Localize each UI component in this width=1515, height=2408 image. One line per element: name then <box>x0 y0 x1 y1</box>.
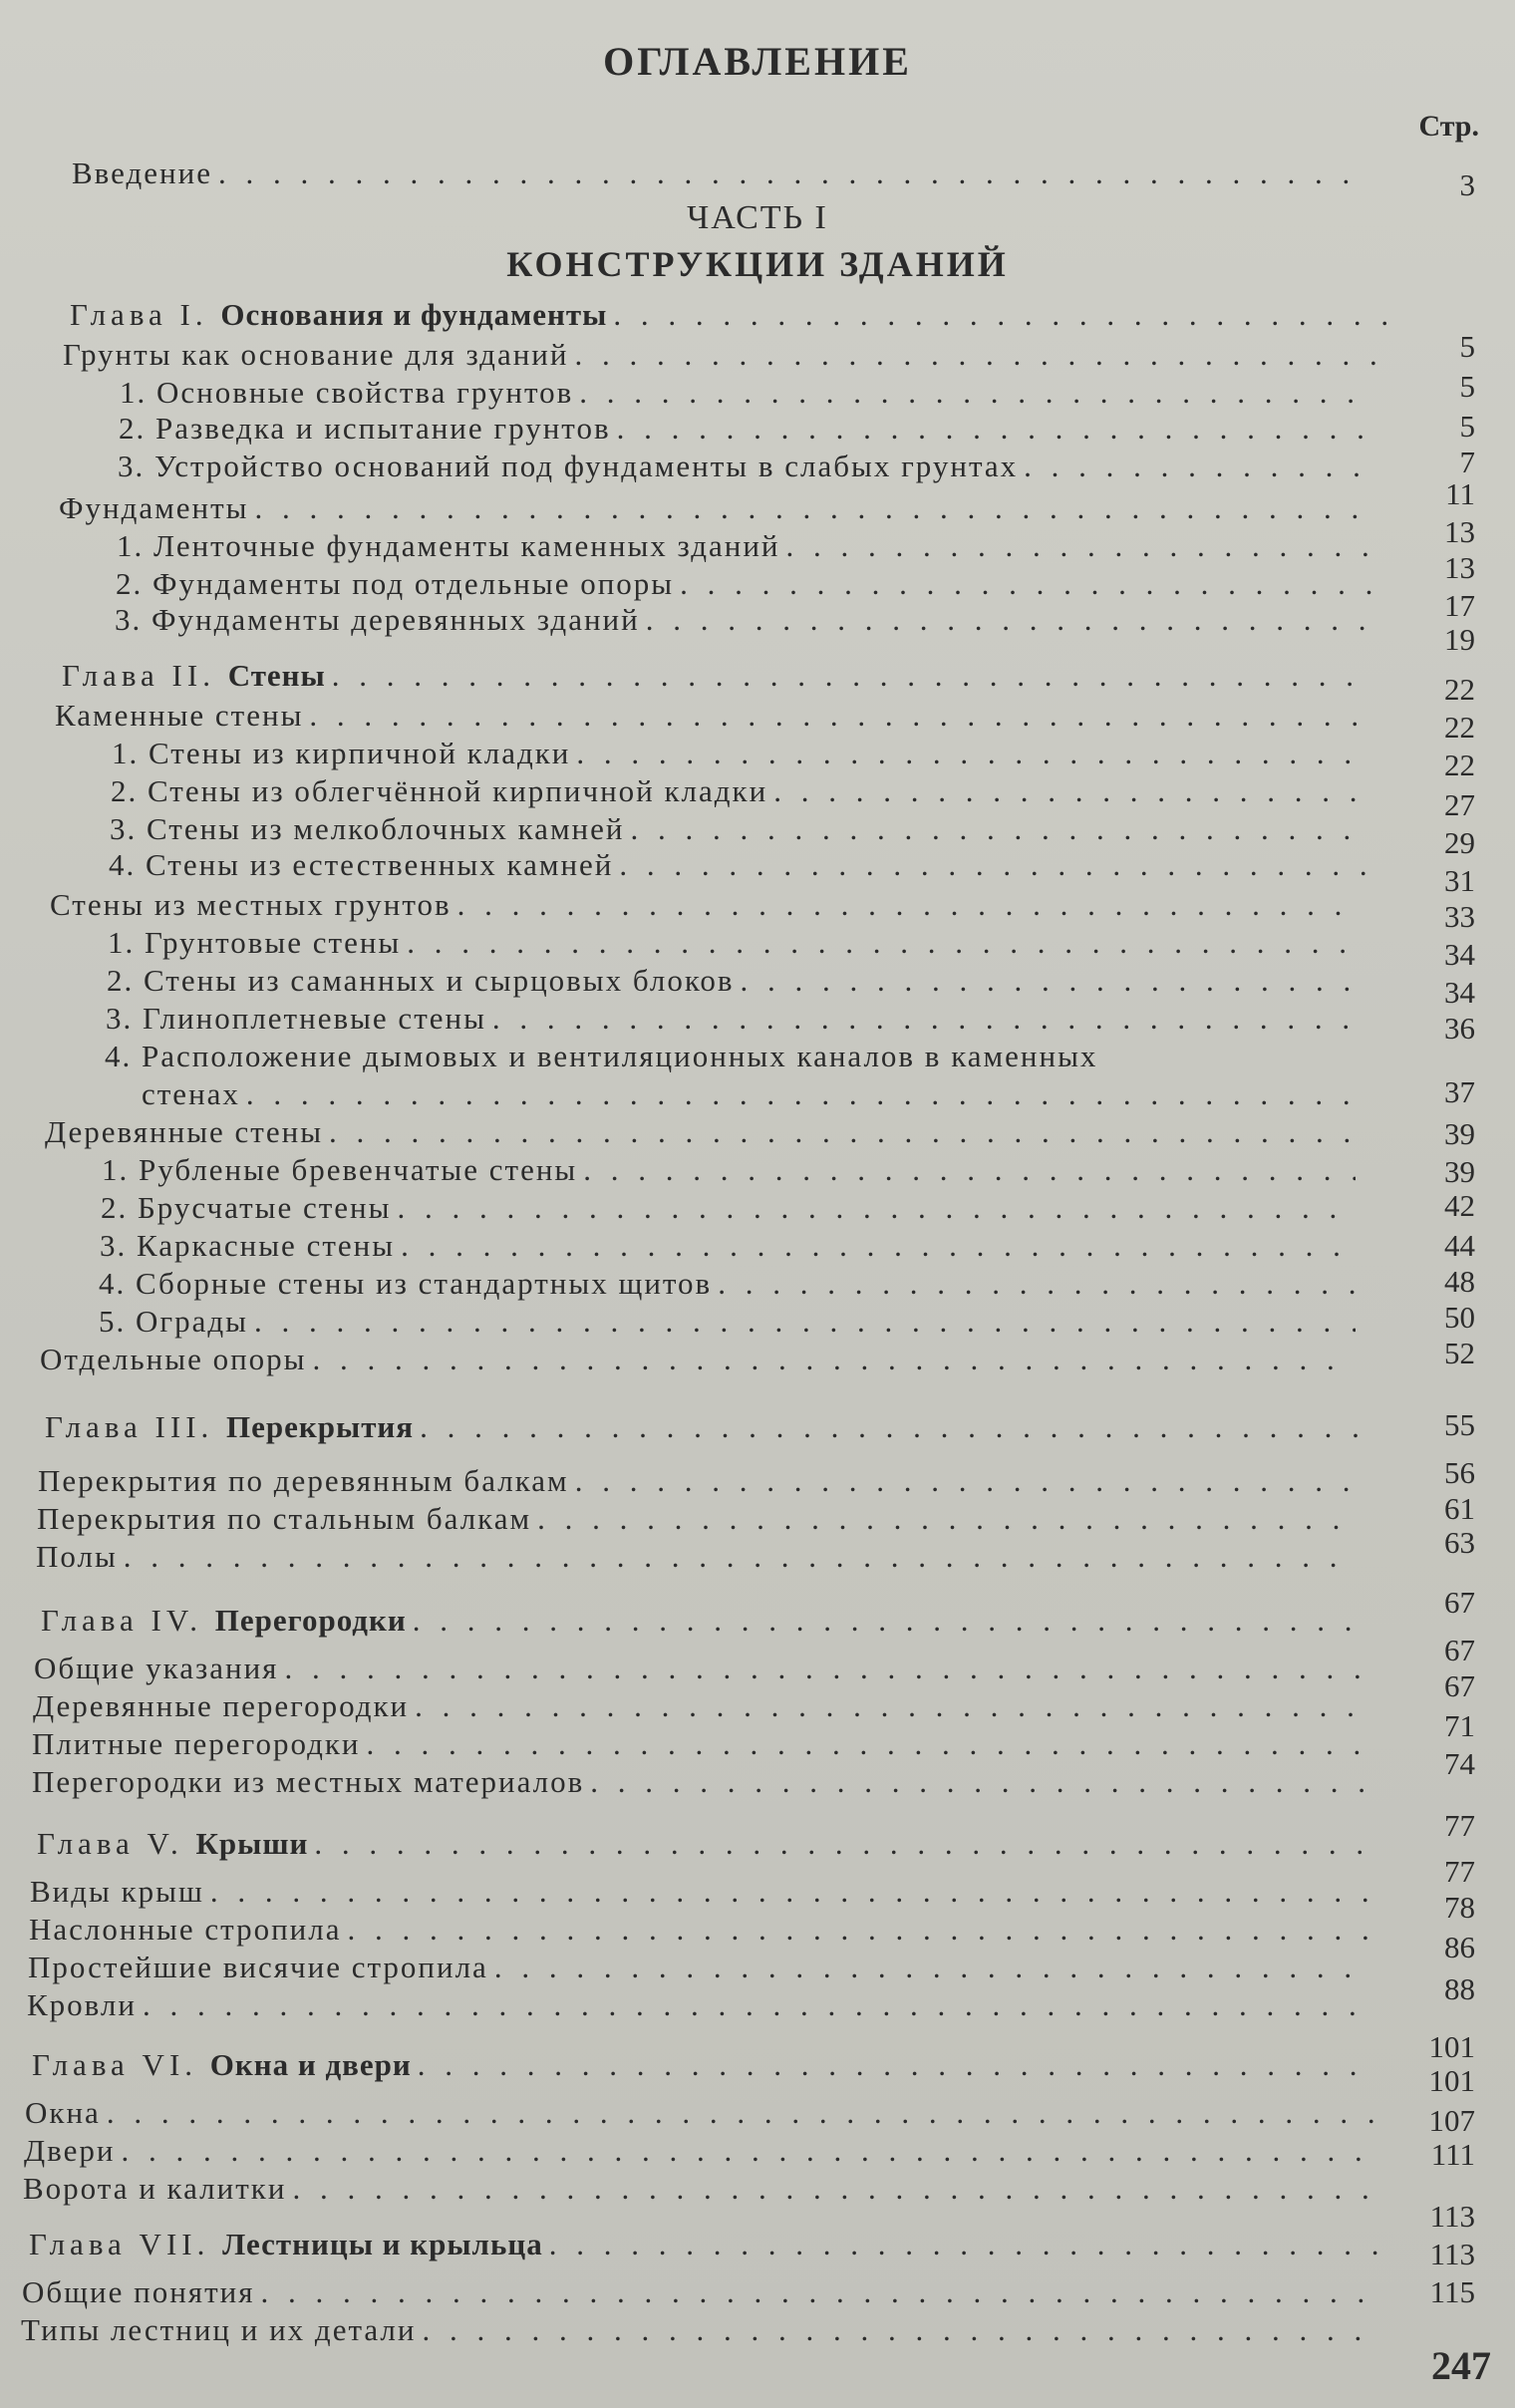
toc-page-number: 39 <box>1444 1116 1475 1151</box>
toc-leader-dots <box>631 813 1366 844</box>
toc-chapter-row <box>45 1411 1367 1442</box>
toc-item-label: 1. Стены из кирпичной кладки <box>112 736 571 770</box>
toc-section-label: Фундаменты <box>59 490 249 525</box>
toc-section-row <box>32 1766 1371 1797</box>
toc-item-label: 5. Ограды <box>99 1304 248 1339</box>
toc-leader-dots <box>680 568 1371 599</box>
toc-item-row <box>118 451 1381 481</box>
toc-page-number: 115 <box>1429 2274 1475 2309</box>
toc-leader-dots <box>107 2097 1375 2128</box>
toc-section-label: Кровли <box>27 1987 137 2022</box>
toc-item-row <box>100 1230 1362 1261</box>
toc-section-row <box>55 700 1371 731</box>
toc-leader-dots <box>143 1989 1369 2020</box>
chapter-title: Крыши <box>195 1826 309 1861</box>
toc-section-row <box>37 1503 1362 1534</box>
toc-section-label: Плитные перегородки <box>32 1726 361 1761</box>
toc-page-number: 67 <box>1444 1585 1475 1620</box>
toc-leader-dots <box>590 1766 1365 1797</box>
toc-leader-dots <box>218 157 1362 188</box>
toc-leader-dots <box>254 1306 1356 1337</box>
toc-leader-dots <box>494 1952 1369 1982</box>
toc-item-label: 4. Расположение дымовых и вентиляционных каналов в каменных <box>105 1039 1098 1073</box>
toc-page-number: 101 <box>1428 2063 1475 2098</box>
toc-page-number: 31 <box>1444 863 1475 898</box>
toc-intro-row <box>72 157 1367 188</box>
toc-leader-dots <box>121 2135 1375 2166</box>
page-column-label: Стр. <box>1418 110 1479 143</box>
toc-leader-dots <box>397 1192 1356 1223</box>
toc-leader-dots <box>313 1344 1356 1374</box>
toc-section-label: Полы <box>36 1539 118 1574</box>
toc-section-row <box>38 1465 1362 1496</box>
toc-leader-dots <box>407 927 1362 958</box>
toc-item-label: 1. Основные свойства грунтов <box>120 375 574 410</box>
toc-leader-dots <box>740 965 1362 996</box>
toc-item-cont-row <box>142 1078 1367 1109</box>
toc-chapter-row <box>37 1828 1375 1859</box>
chapter-prefix: Глава VII. <box>29 2227 223 2261</box>
toc-leader-dots <box>314 1828 1369 1859</box>
toc-page-number: 56 <box>1444 1455 1475 1490</box>
toc-leader-dots <box>309 700 1365 731</box>
toc-section-label: Отдельные опоры <box>40 1342 307 1376</box>
toc-page-number: 36 <box>1444 1011 1475 1046</box>
chapter-prefix: Глава II. <box>62 658 228 693</box>
chapter-prefix: Глава VI. <box>32 2047 210 2082</box>
toc-page-number: 22 <box>1444 672 1475 707</box>
toc-leader-dots <box>348 1914 1370 1945</box>
toc-leader-dots <box>613 299 1389 330</box>
toc-leader-dots <box>332 660 1365 691</box>
toc-page-number: 5 <box>1459 409 1475 444</box>
toc-item-row <box>110 813 1371 844</box>
toc-item-label: 3. Каркасные стены <box>100 1228 396 1263</box>
toc-item-label: 1. Грунтовые стены <box>108 925 402 960</box>
toc-page-number: 67 <box>1444 1633 1475 1667</box>
toc-item-label: 3. Стены из мелкоблочных камней <box>110 811 625 846</box>
toc-section-label: Наслонные стропила <box>29 1912 342 1947</box>
toc-section-row <box>63 339 1385 370</box>
toc-item-row <box>111 775 1371 806</box>
toc-page-number: 107 <box>1428 2103 1475 2138</box>
toc-item-row <box>105 1041 1367 1071</box>
toc-page-number: 63 <box>1444 1525 1475 1560</box>
toc-item-row <box>106 1003 1367 1034</box>
toc-section-label: Перекрытия по стальным балкам <box>37 1501 532 1536</box>
toc-item-cont-label: стенах <box>142 1076 240 1111</box>
toc-section-row <box>25 2097 1381 2128</box>
toc-leader-dots <box>401 1230 1356 1261</box>
toc-section-label: Деревянные стены <box>45 1114 324 1149</box>
toc-section-row <box>45 1116 1362 1147</box>
toc-section-row <box>28 1952 1375 1982</box>
toc-leader-dots <box>786 530 1371 561</box>
toc-page-number: 78 <box>1444 1890 1475 1925</box>
toc-section-label: Типы лестниц и их детали <box>21 2312 417 2347</box>
toc-section-label: Перекрытия по деревянным балкам <box>38 1463 569 1498</box>
toc-leader-dots <box>367 1728 1365 1759</box>
toc-item-row <box>102 1154 1362 1185</box>
chapter-prefix: Глава III. <box>45 1409 227 1444</box>
toc-section-row <box>27 1989 1375 2020</box>
toc-page-number: 39 <box>1444 1154 1475 1189</box>
toc-item-row <box>119 413 1381 444</box>
toc-leader-dots <box>124 1541 1356 1572</box>
toc-item-label: 4. Сборные стены из стандартных щитов <box>99 1266 713 1301</box>
chapter-prefix: Глава V. <box>37 1826 196 1861</box>
chapter-prefix: Глава I. <box>70 297 221 332</box>
toc-section-row <box>59 492 1381 523</box>
toc-page-number: 11 <box>1445 476 1475 511</box>
toc-section-label: Виды крыш <box>30 1874 204 1909</box>
toc-page-number: 34 <box>1444 975 1475 1010</box>
toc-leader-dots <box>415 1690 1365 1721</box>
toc-item-row <box>117 530 1377 561</box>
toc-section-label: Общие указания <box>34 1651 279 1685</box>
toc-leader-dots <box>576 738 1365 768</box>
toc-page-number: 61 <box>1444 1491 1475 1526</box>
toc-section-row <box>33 1690 1371 1721</box>
toc-page-number: 101 <box>1428 2029 1475 2064</box>
toc-leader-dots <box>583 1154 1356 1185</box>
toc-page-number: 22 <box>1444 710 1475 745</box>
toc-item-label: 1. Рубленые бревенчатые стены <box>102 1152 578 1187</box>
chapter-title: Стены <box>227 658 326 693</box>
toc-leader-dots <box>329 1116 1356 1147</box>
toc-leader-dots <box>457 889 1362 920</box>
chapter-title: Лестницы и крыльца <box>222 2227 543 2261</box>
chapter-title: Основания и фундаменты <box>220 297 608 332</box>
toc-intro-label: Введение <box>72 155 212 190</box>
toc-page-number: 27 <box>1444 787 1475 822</box>
toc-section-row <box>40 1344 1362 1374</box>
toc-page-number: 67 <box>1444 1668 1475 1703</box>
toc-section-label: Двери <box>24 2133 116 2168</box>
toc-leader-dots <box>575 1465 1356 1496</box>
toc-page-number: 17 <box>1444 588 1475 623</box>
toc-item-label: 2. Разведка и испытание грунтов <box>119 411 611 446</box>
toc-section-row <box>36 1541 1362 1572</box>
toc-page-number: 113 <box>1429 2237 1475 2271</box>
toc-chapter-label <box>62 660 326 691</box>
toc-leader-dots <box>617 413 1375 444</box>
toc-section-row <box>30 1876 1375 1907</box>
toc-page-number: 86 <box>1444 1930 1475 1964</box>
toc-leader-dots <box>292 2173 1375 2204</box>
toc-page-number: 88 <box>1444 1971 1475 2006</box>
toc-page-number: 113 <box>1429 2199 1475 2234</box>
toc-section-label: Общие понятия <box>22 2274 255 2309</box>
toc-page-number: 5 <box>1459 329 1475 364</box>
toc-item-row <box>107 965 1367 996</box>
toc-page-number: 5 <box>1459 369 1475 404</box>
toc-page-number: 42 <box>1444 1188 1475 1223</box>
toc-page-number: 77 <box>1444 1854 1475 1889</box>
toc-section-row <box>23 2173 1381 2204</box>
toc-section-label: Перегородки из местных материалов <box>32 1764 585 1799</box>
toc-leader-dots <box>646 604 1371 635</box>
toc-section-row <box>29 1914 1375 1945</box>
toc-page-number: 19 <box>1444 622 1475 657</box>
toc-item-row <box>109 849 1371 880</box>
toc-page-number: 77 <box>1444 1808 1475 1843</box>
toc-chapter-row <box>32 2049 1381 2080</box>
toc-chapter-row <box>41 1605 1371 1636</box>
toc-page-number: 44 <box>1444 1228 1475 1263</box>
toc-page-number: 71 <box>1444 1708 1475 1743</box>
toc-section-row <box>50 889 1367 920</box>
toc-leader-dots <box>773 775 1365 806</box>
toc-section-row <box>21 2314 1385 2345</box>
toc-item-label: 1. Ленточные фундаменты каменных зданий <box>117 528 780 563</box>
toc-leader-dots <box>413 1605 1365 1636</box>
toc-page-number: 13 <box>1444 550 1475 585</box>
chapter-title: Перегородки <box>214 1603 407 1638</box>
toc-chapter-label <box>41 1605 407 1636</box>
toc-section-label: Грунты как основание для зданий <box>63 337 569 372</box>
toc-item-label: 4. Стены из естественных камней <box>109 847 614 882</box>
toc-item-row <box>116 568 1377 599</box>
toc-leader-dots <box>420 1411 1362 1442</box>
toc-leader-dots <box>537 1503 1356 1534</box>
toc-intro-page: 3 <box>1459 167 1475 202</box>
toc-chapter-row <box>29 2229 1385 2259</box>
toc-item-label: 2. Стены из саманных и сырцовых блоков <box>107 963 735 998</box>
toc-leader-dots <box>422 2314 1379 2345</box>
toc-leader-dots <box>284 1653 1365 1683</box>
toc-leader-dots <box>254 492 1375 523</box>
toc-page-number: 13 <box>1444 514 1475 549</box>
page-number: 247 <box>1431 2343 1491 2388</box>
toc-page-number: 48 <box>1444 1264 1475 1299</box>
toc-leader-dots <box>260 2276 1379 2307</box>
toc-page-number: 7 <box>1459 445 1475 479</box>
toc-section-row <box>24 2135 1381 2166</box>
part-number: ЧАСТЬ I <box>687 199 828 236</box>
toc-leader-dots <box>210 1876 1369 1907</box>
toc-item-row <box>115 604 1377 635</box>
toc-page-number: 22 <box>1444 748 1475 782</box>
chapter-title: Перекрытия <box>226 1409 415 1444</box>
toc-section-row <box>32 1728 1371 1759</box>
toc-item-row <box>101 1192 1362 1223</box>
toc-section-label: Стены из местных грунтов <box>50 887 452 922</box>
toc-chapter-label <box>45 1411 414 1442</box>
toc-item-row <box>108 927 1367 958</box>
toc-section-label: Простейшие висячие стропила <box>28 1950 488 1984</box>
toc-leader-dots <box>418 2049 1375 2080</box>
chapter-prefix: Глава IV. <box>41 1603 215 1638</box>
toc-leader-dots <box>549 2229 1379 2259</box>
toc-item-row <box>120 377 1381 408</box>
toc-page-number: 34 <box>1444 937 1475 972</box>
toc-item-label: 3. Глиноплетневые стены <box>106 1001 486 1036</box>
toc-page-number: 111 <box>1430 2137 1475 2172</box>
toc-section-label: Каменные стены <box>55 698 304 733</box>
toc-chapter-row <box>70 299 1395 330</box>
toc-page-number: 74 <box>1444 1746 1475 1781</box>
toc-leader-dots <box>246 1078 1362 1109</box>
toc-item-label: 3. Фундаменты деревянных зданий <box>115 602 640 637</box>
toc-leader-dots <box>619 849 1365 880</box>
toc-page-number: 29 <box>1444 825 1475 860</box>
page-title: ОГЛАВЛЕНИЕ <box>603 39 912 84</box>
toc-item-label: 3. Устройство оснований под фундаменты в слабых грунтах <box>118 449 1019 483</box>
toc-section-row <box>34 1653 1371 1683</box>
toc-leader-dots <box>492 1003 1362 1034</box>
toc-section-label: Окна <box>25 2095 101 2130</box>
toc-section-label: Деревянные перегородки <box>33 1688 410 1723</box>
toc-item-label: 2. Брусчатые стены <box>101 1190 392 1225</box>
toc-page-number: 55 <box>1444 1407 1475 1442</box>
toc-leader-dots <box>718 1268 1356 1299</box>
toc-leader-dots <box>1024 451 1375 481</box>
toc-page-number: 50 <box>1444 1300 1475 1335</box>
part-title: КОНСТРУКЦИИ ЗДАНИЙ <box>506 244 1009 284</box>
toc-chapter-row <box>62 660 1371 691</box>
toc-page-number: 37 <box>1444 1074 1475 1109</box>
toc-section-label: Ворота и калитки <box>23 2171 287 2206</box>
toc-section-row <box>22 2276 1385 2307</box>
toc-item-row <box>99 1268 1362 1299</box>
toc-page-number: 33 <box>1444 899 1475 934</box>
toc-leader-dots <box>579 377 1375 408</box>
toc-chapter-label <box>32 2049 412 2080</box>
toc-item-row <box>99 1306 1362 1337</box>
toc-chapter-label <box>37 1828 308 1859</box>
toc-chapter-label <box>70 299 607 330</box>
toc-item-label: 2. Стены из облегчённой кирпичной кладки <box>111 773 768 808</box>
chapter-title: Окна и двери <box>209 2047 412 2082</box>
toc-chapter-label <box>29 2229 543 2259</box>
toc-item-label: 2. Фундаменты под отдельные опоры <box>116 566 675 601</box>
toc-page-number: 52 <box>1444 1336 1475 1370</box>
toc-item-row <box>112 738 1371 768</box>
toc-leader-dots <box>574 339 1379 370</box>
